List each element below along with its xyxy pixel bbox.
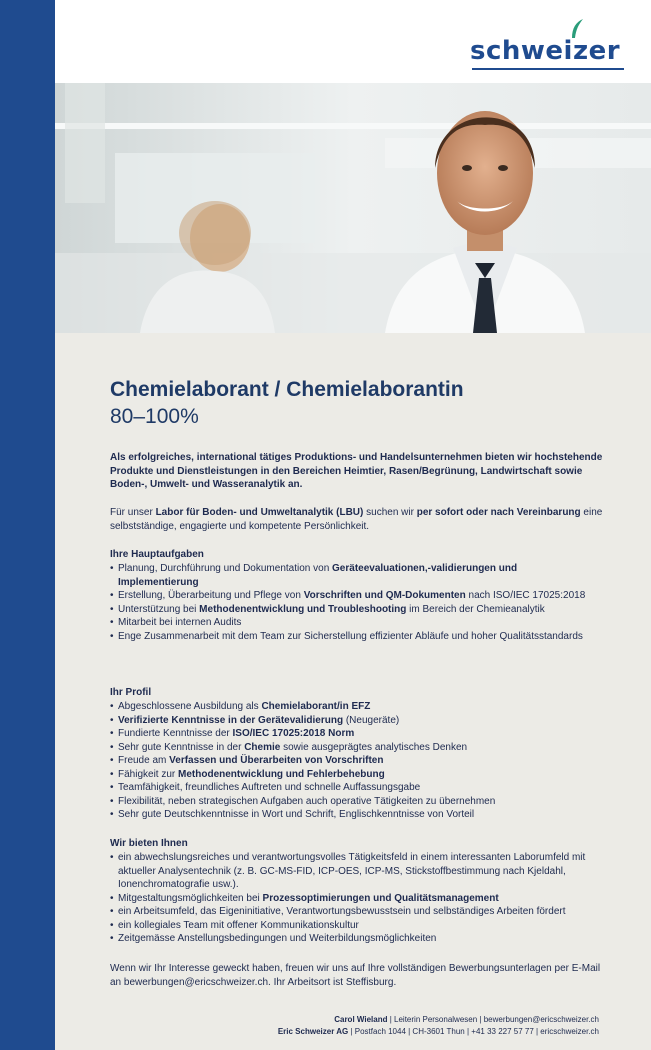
- list-item: • Sehr gute Deutschkenntnisse in Wort und Schrift, Englischkenntnisse von Vorteil: [110, 808, 600, 822]
- company-address-line: Eric Schweizer AG | Postfach 1044 | CH-3601 Thun | +41 33 227 57 77 | ericschweizer.ch: [277, 1027, 599, 1036]
- profile-list: [110, 700, 600, 822]
- tasks-list: [110, 562, 600, 643]
- list-item: • Sehr gute Kenntnisse in der Chemie sowie ausgeprägtes analytisches Denken: [110, 741, 600, 755]
- hero-photo: [55, 83, 651, 333]
- list-item: • Verifizierte Kenntnisse in der Gerätevalidierung (Neugeräte): [110, 714, 600, 728]
- section-heading-benefits: Wir bieten Ihnen: [110, 838, 188, 849]
- position-description: Für unser Labor für Boden- und Umweltanalytik (LBU) suchen wir per sofort oder nach Vereinbarung eine selbstständige, engagierte und kompetente Persönlichkeit.: [110, 507, 603, 532]
- contact-person-line: Carol Wieland | Leiterin Personalwesen | bewerbungen@ericschweizer.ch: [334, 1015, 599, 1024]
- application-call-to-action: Wenn wir Ihr Interesse geweckt haben, freuen wir uns auf Ihre vollständigen Bewerbungsunterlagen per E-Mail an bewerbungen@ericschweizer.ch. Ihr Arbeitsort ist Steffisburg.: [110, 963, 601, 988]
- logo-underline: [472, 68, 624, 70]
- list-item: • Mitgestaltungsmöglichkeiten bei Prozessoptimierungen und Qualitätsmanagement: [110, 892, 600, 906]
- company-logo: [470, 24, 630, 72]
- list-item: • Freude am Verfassen und Überarbeiten von Vorschriften: [110, 754, 600, 768]
- list-item: • Unterstützung bei Methodenentwicklung und Troubleshooting im Bereich der Chemieanalytik: [110, 603, 600, 617]
- list-item: • Teamfähigkeit, freundliches Auftreten und schnelle Auffassungsgabe: [110, 781, 600, 795]
- list-item: • Zeitgemässe Anstellungsbedingungen und Weiterbildungsmöglichkeiten: [110, 932, 600, 946]
- list-item: • Abgeschlossene Ausbildung als Chemielaborant/in EFZ: [110, 700, 600, 714]
- list-item: • Mitarbeit bei internen Audits: [110, 616, 600, 630]
- list-item: • Planung, Durchführung und Dokumentation von Geräteevaluationen,-validierungen und Implementierung: [110, 562, 600, 589]
- job-workload: 80–100%: [110, 405, 199, 428]
- list-item: • Flexibilität, neben strategischen Aufgaben auch operative Tätigkeiten zu übernehmen: [110, 795, 600, 809]
- section-heading-tasks: Ihre Hauptaufgaben: [110, 549, 204, 560]
- benefits-list: [110, 851, 600, 946]
- company-intro: Als erfolgreiches, international tätiges Produktions- und Handelsunternehmen bieten wir hochstehende Produkte und Dienstleistungen in den Bereichen Heimtier, Rasen/Begrünung, Landwirtschaft sowie Boden-, Umwelt- und Wasseranalytik an.: [110, 452, 603, 490]
- list-item: • Erstellung, Überarbeitung und Pflege von Vorschriften und QM-Dokumenten nach ISO/IEC 17025:2018: [110, 589, 600, 603]
- list-item: • Fundierte Kenntnisse der ISO/IEC 17025:2018 Norm: [110, 727, 600, 741]
- list-item: • ein kollegiales Team mit offener Kommunikationskultur: [110, 919, 600, 933]
- section-heading-profile: Ihr Profil: [110, 687, 152, 698]
- list-item: • Enge Zusammenarbeit mit dem Team zur Sicherstellung effizienter Abläufe und hoher Qualitätsstandards: [110, 630, 600, 644]
- list-item: • ein abwechslungsreiches und verantwortungsvolles Tätigkeitsfeld in einem interessanten Laborumfeld mit aktueller Analysentechnik (z. B. GC-MS-FID, ICP-OES, ICP-MS, Stickstoffbestimmung nach Kjeldahl, Ionenchromatografie usw.).: [110, 851, 600, 892]
- logo-wordmark: schweizer: [470, 36, 621, 66]
- job-title: Chemielaborant / Chemielaborantin: [110, 378, 464, 401]
- leaf-icon: [568, 18, 584, 38]
- list-item: • Fähigkeit zur Methodenentwicklung und Fehlerbehebung: [110, 768, 600, 782]
- list-item: • ein Arbeitsumfeld, das Eigeninitiative, Verantwortungsbewusstsein und selbständiges Arbeiten fördert: [110, 905, 600, 919]
- left-accent-band: [0, 0, 55, 1050]
